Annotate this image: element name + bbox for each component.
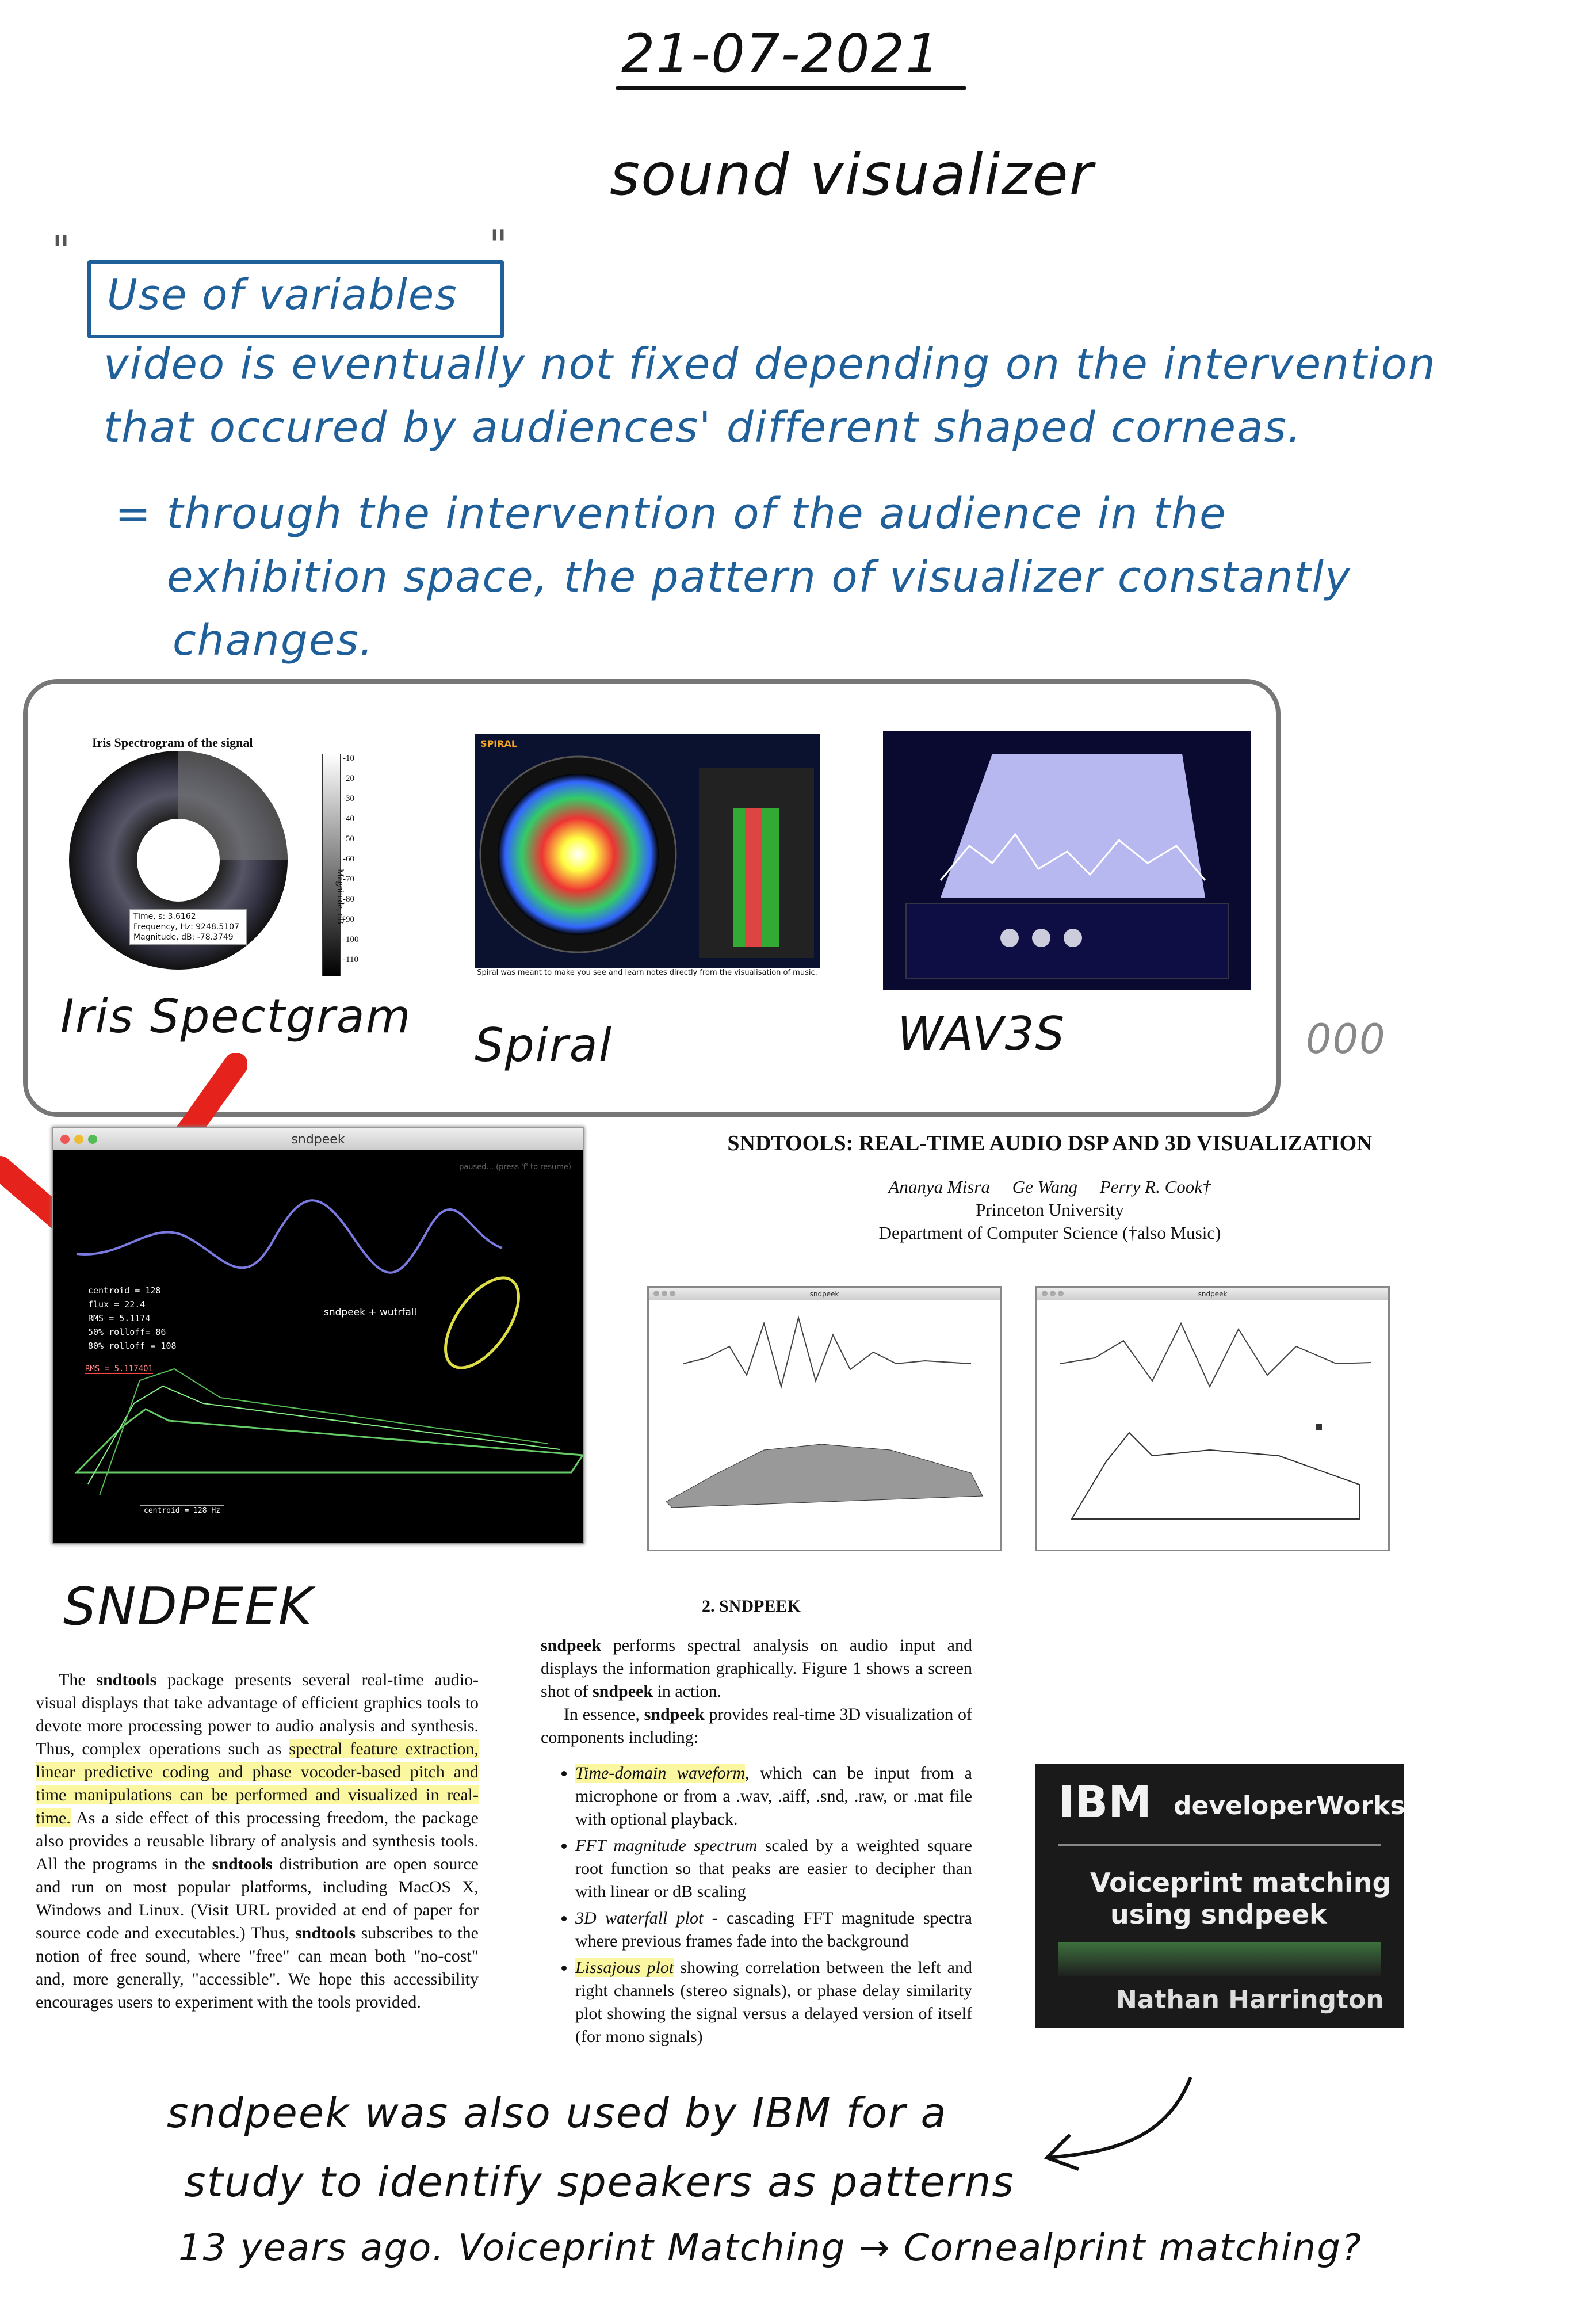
spiral-visual bbox=[475, 734, 820, 975]
sndpeek-window-title: sndpeek bbox=[291, 1132, 345, 1147]
component-description: , which can be input from a microphone or from a .wav, .aiff, .snd, .raw, or .mat file with optional playback. bbox=[575, 1764, 972, 1829]
ibm-video-thumbnail[interactable] bbox=[1035, 1764, 1404, 2028]
sndpeek-stat: flux = 22.4 bbox=[88, 1299, 146, 1310]
variables-line-3: = through the intervention of the audience in the bbox=[115, 489, 1227, 539]
body-text: distribution are open source and run on most popular platforms, including MacOS X, Windows and Linux. (Visit URL provided at end of paper for source code and executables.) Thus, bbox=[36, 1854, 479, 1943]
iris-colorbar-label: Magnitude, dB bbox=[335, 869, 345, 924]
variables-line-2: that occured by audiences' different shaped corneas. bbox=[104, 403, 1302, 452]
component-list-item bbox=[575, 1956, 972, 2048]
note-title: sound visualizer bbox=[610, 141, 1094, 208]
component-name: Lissajous plot bbox=[575, 1958, 674, 1977]
spiral-screenshot bbox=[475, 734, 820, 993]
paper-title: SNDTOOLS: REAL-TIME AUDIO DSP AND 3D VISUALIZATION bbox=[727, 1131, 1373, 1155]
right-intro-text-3: In essence, bbox=[564, 1705, 640, 1724]
body-text: package presents several real-time audio-visual displays that take advantage of efficient graphics tools to devote more processing power to audio analysis and synthesis. Thus, complex operations such as bbox=[36, 1670, 479, 1758]
sndpeek-stat: 50% rolloff= 86 bbox=[88, 1327, 166, 1337]
ibm-video-author: Nathan Harrington bbox=[1116, 1985, 1384, 2014]
iris-colorbar-tick: -100 bbox=[343, 935, 359, 944]
iris-spectrogram-figure bbox=[58, 731, 380, 984]
iris-colorbar-tick: -110 bbox=[343, 955, 358, 964]
ibm-video-line-1: Voiceprint matching bbox=[1090, 1867, 1392, 1898]
paper-affiliation: Princeton University bbox=[976, 1200, 1124, 1220]
fig-left-titlebar bbox=[649, 1288, 1000, 1300]
quote-mark-left: " bbox=[52, 227, 71, 274]
sndpeek-stat: RMS = 5.1174 bbox=[88, 1313, 151, 1323]
fig-right-dot-1 bbox=[1042, 1291, 1048, 1296]
fig-right-dot-2 bbox=[1050, 1291, 1056, 1296]
iris-colorbar-tick: -10 bbox=[343, 754, 354, 763]
sndpeek-name-3: sndpeek bbox=[644, 1705, 705, 1724]
wav3s-caption: WAV3S bbox=[897, 1007, 1066, 1060]
ibm-brand-sub: developerWorks bbox=[1174, 1791, 1405, 1821]
right-intro-text-4: provides real-time 3D visualization of components including: bbox=[541, 1705, 972, 1747]
sndpeek-stat: 80% rolloff = 108 bbox=[88, 1341, 177, 1351]
fig-left-dot-2 bbox=[662, 1291, 667, 1296]
sndpeek-name-2: sndpeek bbox=[593, 1682, 653, 1701]
iris-colorbar-tick: -70 bbox=[343, 875, 354, 884]
close-dot[interactable] bbox=[60, 1135, 70, 1144]
iris-colorbar-tick: -40 bbox=[343, 814, 354, 823]
fig-left-waveform bbox=[649, 1300, 996, 1545]
sndpeek-centroid-label: centroid = 128 Hz bbox=[140, 1505, 224, 1516]
iris-tooltip-time: Time, s: 3.6162 bbox=[133, 912, 196, 921]
component-name: FFT magnitude spectrum bbox=[575, 1836, 758, 1855]
iris-colorbar-tick: -30 bbox=[343, 794, 354, 803]
sndpeek-window bbox=[52, 1127, 584, 1544]
paper-right-column bbox=[541, 1634, 972, 2052]
iris-chart-title: Iris Spectrogram of the signal bbox=[92, 735, 253, 750]
date-underline bbox=[616, 86, 966, 90]
note-date: 21-07-2021 bbox=[621, 23, 941, 85]
ibm-brand: IBM bbox=[1058, 1776, 1152, 1827]
fig-right-titlebar bbox=[1037, 1288, 1388, 1300]
paper-department: Department of Computer Science (†also Music) bbox=[878, 1223, 1221, 1243]
variables-line-1: video is eventually not fixed depending on the intervention bbox=[104, 339, 1436, 389]
bold-term: sndtools bbox=[295, 1924, 356, 1943]
ibm-waterfall bbox=[1058, 1942, 1381, 1976]
bold-term: sndtools bbox=[96, 1670, 157, 1689]
arrow-icon bbox=[1024, 2066, 1208, 2181]
gallery-more: 000 bbox=[1306, 1016, 1386, 1063]
variables-line-4: exhibition space, the pattern of visualizer constantly bbox=[167, 552, 1351, 602]
spiral-caption: Spiral bbox=[475, 1018, 613, 1072]
paper-figure-left bbox=[647, 1286, 1002, 1551]
fig-right-waveform bbox=[1037, 1300, 1385, 1545]
iris-tooltip bbox=[129, 909, 247, 945]
quote-mark-right: " bbox=[489, 222, 508, 269]
component-description: showing correlation between the left and right channels (stereo signals), or phase delay similarity plot showing the signal versus a delayed version of itself (for mono signals) bbox=[575, 1958, 972, 2046]
sndpeek-rms-label: RMS = 5.117401 bbox=[85, 1364, 154, 1373]
sndpeek-name-1: sndpeek bbox=[541, 1636, 602, 1655]
component-list-item bbox=[575, 1834, 972, 1903]
spiral-footer-text: Spiral was meant to make you see and learn notes directly from the visualisation of music. bbox=[475, 968, 820, 993]
iris-colorbar-tick: -90 bbox=[343, 915, 354, 924]
ibm-divider bbox=[1058, 1844, 1381, 1846]
sndpeek-mode-label: sndpeek + wutrfall bbox=[324, 1307, 417, 1318]
paper-figure-right bbox=[1035, 1286, 1390, 1551]
iris-caption: Iris Spectgram bbox=[60, 990, 412, 1043]
variables-box bbox=[87, 260, 504, 338]
wav3s-screenshot bbox=[883, 731, 1251, 990]
highlighted-text: spectral feature extraction, linear predictive coding and phase vocoder-based pitch and time manipulations can be performed and visualized in real-time. bbox=[36, 1739, 479, 1827]
body-text: The bbox=[59, 1670, 97, 1689]
component-list bbox=[541, 1762, 972, 2048]
iris-colorbar-tick: -60 bbox=[343, 854, 354, 864]
bold-term: sndtools bbox=[212, 1854, 273, 1873]
body-text: As a side effect of this processing freedom, the package also provides a reusable library of analysis and synthesis tools. All the programs in the bbox=[36, 1808, 479, 1873]
footer-line-2: study to identify speakers as patterns bbox=[184, 2158, 1015, 2206]
minimize-dot[interactable] bbox=[74, 1135, 83, 1144]
paper-authors: Ananya Misra Ge Wang Perry R. Cook† bbox=[888, 1177, 1211, 1197]
sndpeek-titlebar bbox=[53, 1128, 583, 1150]
fig-right-title: sndpeek bbox=[1198, 1290, 1228, 1298]
iris-tooltip-mag: Magnitude, dB: -78.3749 bbox=[133, 933, 234, 942]
component-name: 3D waterfall plot bbox=[575, 1909, 704, 1928]
iris-colorbar bbox=[322, 754, 341, 976]
iris-colorbar-tick: -50 bbox=[343, 834, 354, 844]
component-description: scaled by a weighted square root function so that peaks are easier to decipher than with linear or dB scaling bbox=[575, 1836, 972, 1901]
component-list-item bbox=[575, 1907, 972, 1953]
sndpeek-caption: SNDPEEK bbox=[63, 1577, 314, 1637]
zoom-dot[interactable] bbox=[88, 1135, 97, 1144]
right-intro-paragraph bbox=[541, 1634, 972, 1703]
wav3s-visual bbox=[883, 731, 1251, 990]
body-text: subscribes to the notion of free sound, where "free" can mean both "no-cost" and, more generally, "accessible". We hope this accessibility encourages users to experiment with the tools provided. bbox=[36, 1924, 479, 2012]
component-list-item bbox=[575, 1762, 972, 1831]
iris-tooltip-freq: Frequency, Hz: 9248.5107 bbox=[133, 922, 239, 932]
ibm-video-line-2: using sndpeek bbox=[1110, 1899, 1327, 1930]
sndpeek-stats bbox=[88, 1284, 177, 1353]
section-heading: 2. SNDPEEK bbox=[702, 1597, 801, 1616]
right-essence-paragraph bbox=[541, 1703, 972, 1749]
variables-box-label: Use of variables bbox=[107, 270, 458, 319]
component-description: - cascading FFT magnitude spectra where previous frames fade into the background bbox=[575, 1909, 972, 1951]
fig-right-dot-3 bbox=[1058, 1291, 1064, 1296]
fig-left-dot-3 bbox=[670, 1291, 675, 1296]
sndpeek-pause-text: paused... (press 'f' to resume) bbox=[459, 1163, 571, 1171]
variables-line-5: changes. bbox=[173, 616, 374, 665]
iris-colorbar-tick: -20 bbox=[343, 774, 354, 783]
fig-left-title: sndpeek bbox=[809, 1290, 839, 1298]
component-name: Time-domain waveform bbox=[575, 1764, 746, 1783]
sndpeek-stat: centroid = 128 bbox=[88, 1285, 161, 1296]
spiral-app-label: SPIRAL bbox=[480, 738, 518, 749]
footer-line-3: 13 years ago. Voiceprint Matching → Cornealprint matching? bbox=[178, 2227, 1362, 2269]
paper-left-column bbox=[36, 1669, 479, 2014]
right-intro-text-2: in action. bbox=[657, 1682, 722, 1701]
footer-line-1: sndpeek was also used by IBM for a bbox=[167, 2089, 947, 2137]
fig-left-dot-1 bbox=[653, 1291, 659, 1296]
iris-colorbar-tick: -80 bbox=[343, 895, 354, 904]
right-intro-text: performs spectral analysis on audio input and displays the information graphically. Figure 1 shows a screen shot of bbox=[541, 1636, 972, 1701]
